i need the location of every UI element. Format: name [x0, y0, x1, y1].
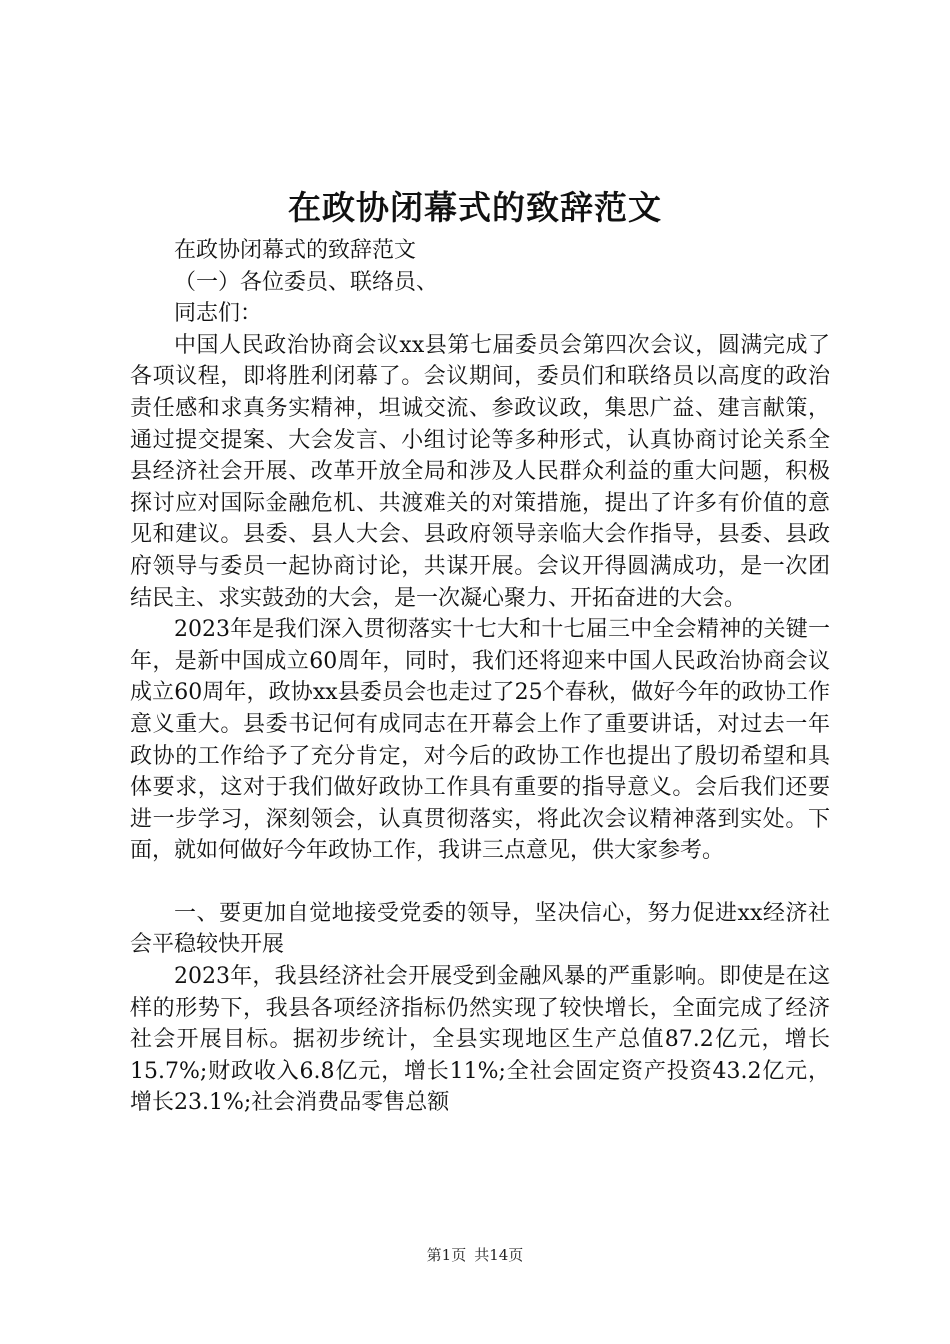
document-title: 在政协闭幕式的致辞范文 [288, 188, 662, 227]
paragraph-salutation-2: 同志们： [174, 301, 263, 327]
paragraph-subtitle: 在政协闭幕式的致辞范文 [174, 238, 417, 263]
document-body [130, 235, 830, 1119]
section-heading-1: 一、要更加自觉地接受党委的领导，坚决信心，努力促进xx经济社会平稳较快开展 [130, 900, 830, 958]
page-total: 共14页 [474, 1246, 524, 1264]
page-number: 第1页 [426, 1246, 467, 1264]
paragraph-body-2: 2023年是我们深入贯彻落实十七大和十七届三中全会精神的关键一年，是新中国成立60周年，同时，我们还将迎来中国人民政治协商会议成立60周年，政协xx县委员会也走过了25个春秋，做好今年的政协工作意义重大。县委书记何有成同志在开幕会上作了重要讲话，对过去一年政协的工作给予了充分肯定，对今后的政协工作也提出了殷切希望和具体要求，这对于我们做好政协工作具有重要的指导意义。会后我们还要进一步学习，深刻领会，认真贯彻落实，将此次会议精神落到实处。下面，就如何做好今年政协工作，我讲三点意见，供大家参考。 [130, 617, 830, 864]
paragraph-salutation-1: （一）各位委员、联络员、 [174, 269, 439, 295]
page-footer [0, 1244, 950, 1266]
paragraph-body-3: 2023年，我县经济社会开展受到金融风暴的严重影响。即使是在这样的形势下，我县各项经济指标仍然实现了较快增长，全面完成了经济社会开展目标。据初步统计，全县实现地区生产总值87.2亿元，增长15.7%;财政收入6.8亿元，增长11%;全社会固定资产投资43.2亿元，增长23.1%;社会消费品零售总额 [130, 964, 830, 1116]
paragraph-body-1: 中国人民政治协商会议xx县第七届委员会第四次会议，圆满完成了各项议程，即将胜利闭幕了。会议期间，委员们和联络员以高度的政治责任感和求真务实精神，坦诚交流、参政议政，集思广益、建言献策，通过提交提案、大会发言、小组讨论等多种形式，认真协商讨论关系全县经济社会开展、改革开放全局和涉及人民群众利益的重大问题，积极探讨应对国际金融危机、共渡难关的对策措施，提出了许多有价值的意见和建议。县委、县人大会、县政府领导亲临大会作指导，县委、县政府领导与委员一起协商讨论，共谋开展。会议开得圆满成功，是一次团结民主、求实鼓劲的大会，是一次凝心聚力、开拓奋进的大会。 [130, 332, 830, 611]
